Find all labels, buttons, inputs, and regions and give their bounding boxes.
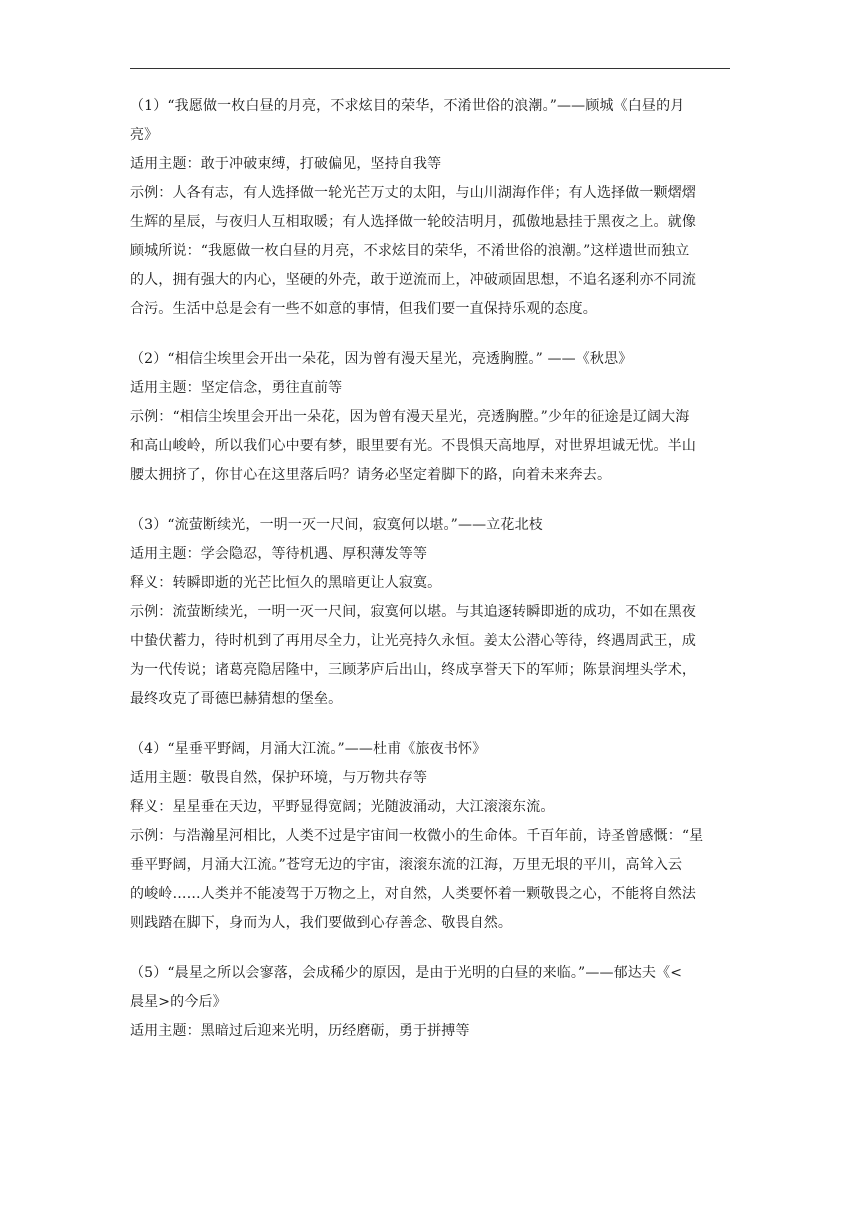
theme-line: 适用主题：敢于冲破束缚，打破偏见，坚持自我等 bbox=[130, 156, 442, 172]
header-rule bbox=[130, 68, 730, 69]
theme-line: 适用主题：敬畏自然，保护环境，与万物共存等 bbox=[130, 770, 428, 786]
quote-section bbox=[130, 959, 730, 1046]
example-line: 的峻岭……人类并不能凌驾于万物之上，对自然，人类要怀着一颗敬畏之心，不能将自然法 bbox=[130, 886, 696, 902]
theme-line: 适用主题：学会隐忍，等待机遇、厚积薄发等等 bbox=[130, 546, 428, 562]
theme-line: 适用主题：坚定信念，勇往直前等 bbox=[130, 380, 343, 396]
quote-section bbox=[130, 511, 730, 714]
example-line: 为一代传说；诸葛亮隐居隆中，三顾茅庐后出山，终成享誉天下的军师；陈景润埋头学术， bbox=[130, 662, 696, 678]
document-body bbox=[130, 92, 730, 1067]
quote-section bbox=[130, 92, 730, 324]
quote-line: （5）“晨星之所以会寥落，会成稀少的原因，是由于光明的白昼的来临。”——郁达夫《< bbox=[130, 965, 683, 981]
example-line: 顾城所说：“我愿做一枚白昼的月亮，不求炫目的荣华，不淆世俗的浪潮。”这样遗世而独立 bbox=[130, 243, 690, 259]
quote-section bbox=[130, 735, 730, 938]
example-line: 的人，拥有强大的内心，坚硬的外壳，敢于逆流而上，冲破顽固思想，不追名逐利亦不同流 bbox=[130, 272, 696, 288]
example-line: 中蛰伏蓄力，待时机到了再用尽全力，让光亮持久永恒。姜太公潜心等待，终遇周武王，成 bbox=[130, 633, 696, 649]
meaning-line: 释义：星星垂在天边，平野显得宽阔；光随波涌动，大江滚滚东流。 bbox=[130, 799, 555, 815]
example-line: 示例：人各有志，有人选择做一轮光芒万丈的太阳，与山川湖海作伴；有人选择做一颗熠熠 bbox=[130, 185, 696, 201]
example-line: 腰太拥挤了，你甘心在这里落后吗？请务必坚定着脚下的路，向着未来奔去。 bbox=[130, 467, 612, 483]
meaning-line: 释义：转瞬即逝的光芒比恒久的黑暗更让人寂寞。 bbox=[130, 575, 442, 591]
example-line: 示例：流萤断续光，一明一灭一尺间，寂寞何以堪。与其追逐转瞬即逝的成功，不如在黑夜 bbox=[130, 604, 696, 620]
quote-line: （4）“星垂平野阔，月涌大江流。”——杜甫《旅夜书怀》 bbox=[130, 741, 487, 757]
quote-line: （2）“相信尘埃里会开出一朵花，因为曾有漫天星光，亮透胸膛。” ——《秋思》 bbox=[130, 351, 633, 367]
example-line: 示例：与浩瀚星河相比，人类不过是宇宙间一枚微小的生命体。千百年前，诗圣曾感慨：“星 bbox=[130, 828, 704, 844]
quote-section bbox=[130, 345, 730, 490]
example-line: 垂平野阔，月涌大江流。”苍穹无边的宇宙，滚滚东流的江海，万里无垠的平川，高耸入云 bbox=[130, 857, 683, 873]
quote-line: （3）“流萤断续光，一明一灭一尺间，寂寞何以堪。”——立花北枝 bbox=[130, 517, 543, 533]
example-line: 合污。生活中总是会有一些不如意的事情，但我们要一直保持乐观的态度。 bbox=[130, 301, 597, 317]
example-line: 则践踏在脚下，身而为人，我们要做到心存善念、敬畏自然。 bbox=[130, 915, 513, 931]
quote-line: 晨星>的今后》 bbox=[130, 994, 227, 1010]
theme-line: 适用主题：黑暗过后迎来光明，历经磨砺，勇于拼搏等 bbox=[130, 1023, 470, 1039]
example-line: 最终攻克了哥德巴赫猜想的堡垒。 bbox=[130, 691, 343, 707]
quote-line: （1）“我愿做一枚白昼的月亮，不求炫目的荣华，不淆世俗的浪潮。”——顾城《白昼的月 bbox=[130, 98, 685, 114]
example-line: 和高山峻岭，所以我们心中要有梦，眼里要有光。不畏惧天高地厚，对世界坦诚无忧。半山 bbox=[130, 438, 696, 454]
example-line: 示例：“相信尘埃里会开出一朵花，因为曾有漫天星光，亮透胸膛。”少年的征途是辽阔大海 bbox=[130, 409, 690, 425]
quote-line: 亮》 bbox=[130, 127, 159, 143]
example-line: 生辉的星辰，与夜归人互相取暖；有人选择做一轮皎洁明月，孤傲地悬挂于黑夜之上。就像 bbox=[130, 214, 696, 230]
